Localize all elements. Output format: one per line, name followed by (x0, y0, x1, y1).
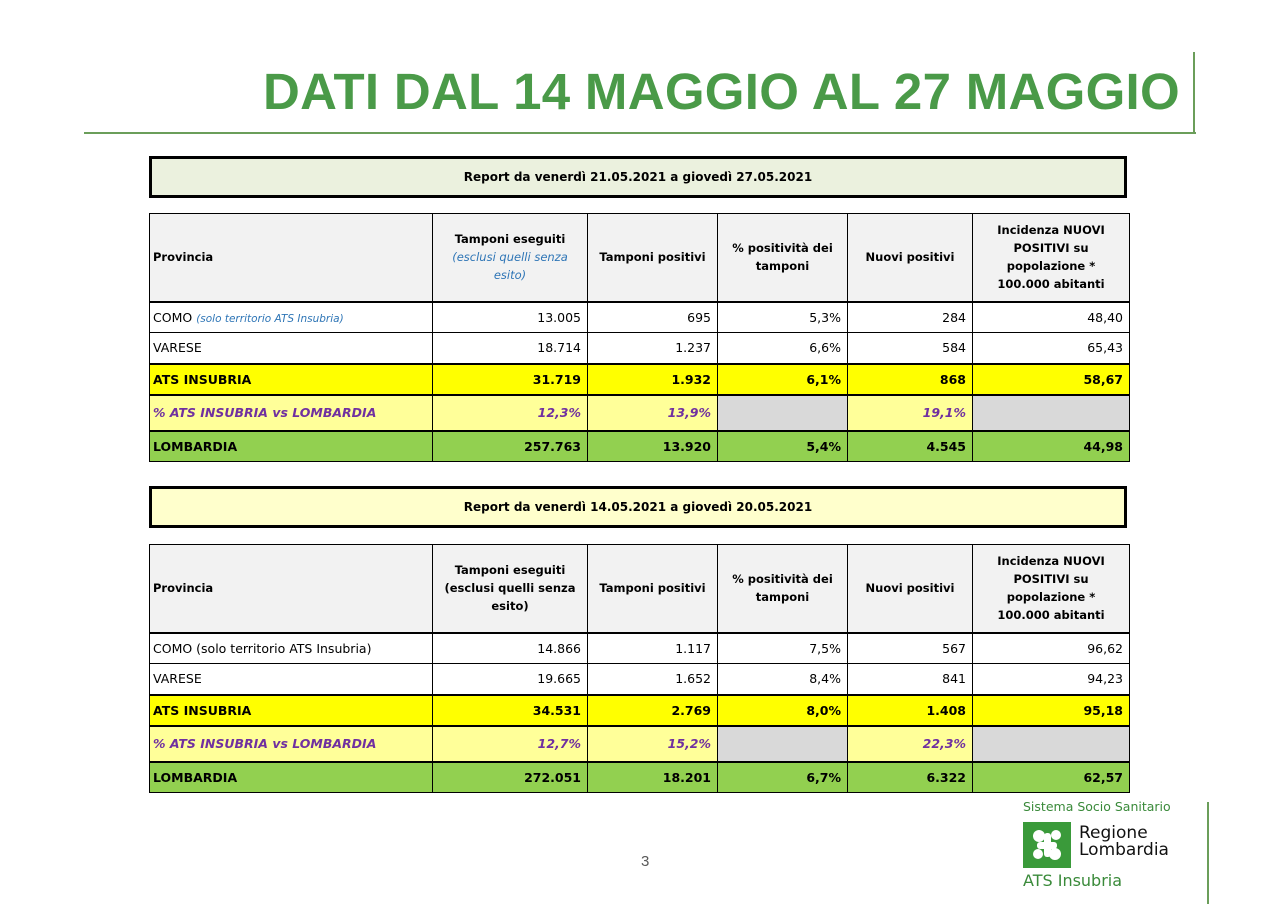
cell-eseguiti: 272.051 (433, 762, 588, 793)
table-row-pct-vs-lombardia (150, 726, 1130, 762)
col-header-incidenza: Incidenza NUOVI POSITIVI su popolazione * 100.000 abitanti (973, 214, 1130, 302)
row-label: COMO (solo territorio ATS Insubria) (150, 633, 433, 664)
table-row-como (150, 302, 1130, 333)
title-underline (84, 132, 1196, 134)
row-label: VARESE (150, 664, 433, 695)
table-header-row (150, 545, 1130, 633)
cell-incidenza: 65,43 (973, 333, 1130, 364)
table-row-ats-insubria (150, 695, 1130, 726)
cell-eseguiti: 13.005 (433, 302, 588, 333)
title-side-rule (1193, 52, 1195, 134)
table-row-varese (150, 664, 1130, 695)
row-label: VARESE (150, 333, 433, 364)
cell-eseguiti: 12,7% (433, 726, 588, 762)
col-header-incidenza: Incidenza NUOVI POSITIVI su popolazione * 100.000 abitanti (973, 545, 1130, 633)
col-header-tamponi-eseguiti: Tamponi eseguiti (esclusi quelli senza esito) (433, 214, 588, 302)
cell-positivi: 695 (588, 302, 718, 333)
cell-perc: 6,6% (718, 333, 848, 364)
cell-incidenza: 94,23 (973, 664, 1130, 695)
cell-eseguiti: 18.714 (433, 333, 588, 364)
col-header-nuovi-positivi: Nuovi positivi (848, 545, 973, 633)
cell-nuovi: 19,1% (848, 395, 973, 431)
cell-positivi: 1.237 (588, 333, 718, 364)
report2-period: Report da venerdì 14.05.2021 a giovedì 20.05.2021 (463, 500, 813, 514)
cell-perc: 6,7% (718, 762, 848, 793)
cell-incidenza: 62,57 (973, 762, 1130, 793)
cell-nuovi: 841 (848, 664, 973, 695)
cell-positivi: 18.201 (588, 762, 718, 793)
cell-perc: 5,3% (718, 302, 848, 333)
logo-system-text: Sistema Socio Sanitario (1023, 799, 1171, 814)
cell-eseguiti: 12,3% (433, 395, 588, 431)
cell-empty (718, 726, 848, 762)
cell-perc: 8,0% (718, 695, 848, 726)
col-header-tamponi-eseguiti: Tamponi eseguiti (esclusi quelli senza esito) (433, 545, 588, 633)
cell-nuovi: 4.545 (848, 431, 973, 462)
cell-eseguiti: 34.531 (433, 695, 588, 726)
regione-lombardia-logo-icon (1023, 822, 1071, 868)
cell-nuovi: 584 (848, 333, 973, 364)
row-label: % ATS INSUBRIA vs LOMBARDIA (150, 726, 433, 762)
logo-side-rule (1207, 802, 1209, 904)
row-label: COMO (solo territorio ATS Insubria) (150, 302, 433, 333)
col-header-provincia: Provincia (150, 545, 433, 633)
col-header-provincia: Provincia (150, 214, 433, 302)
col-header-tamponi-positivi: Tamponi positivi (588, 214, 718, 302)
report1-table (149, 213, 1130, 462)
cell-empty (718, 395, 848, 431)
cell-positivi: 15,2% (588, 726, 718, 762)
report1-period: Report da venerdì 21.05.2021 a giovedì 27.05.2021 (463, 170, 813, 184)
cell-perc: 6,1% (718, 364, 848, 395)
cell-nuovi: 6.322 (848, 762, 973, 793)
table-row-lombardia (150, 431, 1130, 462)
cell-eseguiti: 19.665 (433, 664, 588, 695)
row-label: LOMBARDIA (150, 762, 433, 793)
report2-period-header (149, 486, 1127, 528)
cell-positivi: 13.920 (588, 431, 718, 462)
col-header-nuovi-positivi: Nuovi positivi (848, 214, 973, 302)
table-row-ats-insubria (150, 364, 1130, 395)
cell-nuovi: 567 (848, 633, 973, 664)
report2-table (149, 544, 1130, 793)
logo-ats-name: ATS Insubria (1023, 871, 1123, 890)
cell-positivi: 1.652 (588, 664, 718, 695)
page-number: 3 (641, 853, 650, 870)
cell-perc: 8,4% (718, 664, 848, 695)
cell-incidenza: 95,18 (973, 695, 1130, 726)
cell-nuovi: 22,3% (848, 726, 973, 762)
row-label: % ATS INSUBRIA vs LOMBARDIA (150, 395, 433, 431)
cell-positivi: 1.932 (588, 364, 718, 395)
table-row-pct-vs-lombardia (150, 395, 1130, 431)
cell-positivi: 2.769 (588, 695, 718, 726)
cell-incidenza: 48,40 (973, 302, 1130, 333)
cell-eseguiti: 14.866 (433, 633, 588, 664)
cell-incidenza: 58,67 (973, 364, 1130, 395)
como-note: (solo territorio ATS Insubria) (196, 312, 344, 325)
cell-perc: 7,5% (718, 633, 848, 664)
col-header-positivita: % positività dei tamponi (718, 545, 848, 633)
cell-incidenza: 44,98 (973, 431, 1130, 462)
row-label: ATS INSUBRIA (150, 695, 433, 726)
table-row-como (150, 633, 1130, 664)
col-header-note: (esclusi quelli senza esito) (452, 250, 568, 283)
cell-nuovi: 1.408 (848, 695, 973, 726)
col-header-tamponi-positivi: Tamponi positivi (588, 545, 718, 633)
table-header-row (150, 214, 1130, 302)
table-row-lombardia (150, 762, 1130, 793)
cell-eseguiti: 31.719 (433, 364, 588, 395)
cell-incidenza: 96,62 (973, 633, 1130, 664)
row-label: LOMBARDIA (150, 431, 433, 462)
row-label: ATS INSUBRIA (150, 364, 433, 395)
cell-positivi: 13,9% (588, 395, 718, 431)
col-header-positivita: % positività dei tamponi (718, 214, 848, 302)
cell-positivi: 1.117 (588, 633, 718, 664)
report1-period-header (149, 156, 1127, 198)
cell-nuovi: 868 (848, 364, 973, 395)
cell-nuovi: 284 (848, 302, 973, 333)
logo-region-name: Regione Lombardia (1079, 823, 1169, 860)
page-title: DATI DAL 14 MAGGIO AL 27 MAGGIO (262, 63, 1180, 120)
table-row-varese (150, 333, 1130, 364)
col-header-note: (esclusi quelli senza esito) (444, 581, 576, 614)
cell-eseguiti: 257.763 (433, 431, 588, 462)
cell-empty (973, 395, 1130, 431)
cell-empty (973, 726, 1130, 762)
cell-perc: 5,4% (718, 431, 848, 462)
